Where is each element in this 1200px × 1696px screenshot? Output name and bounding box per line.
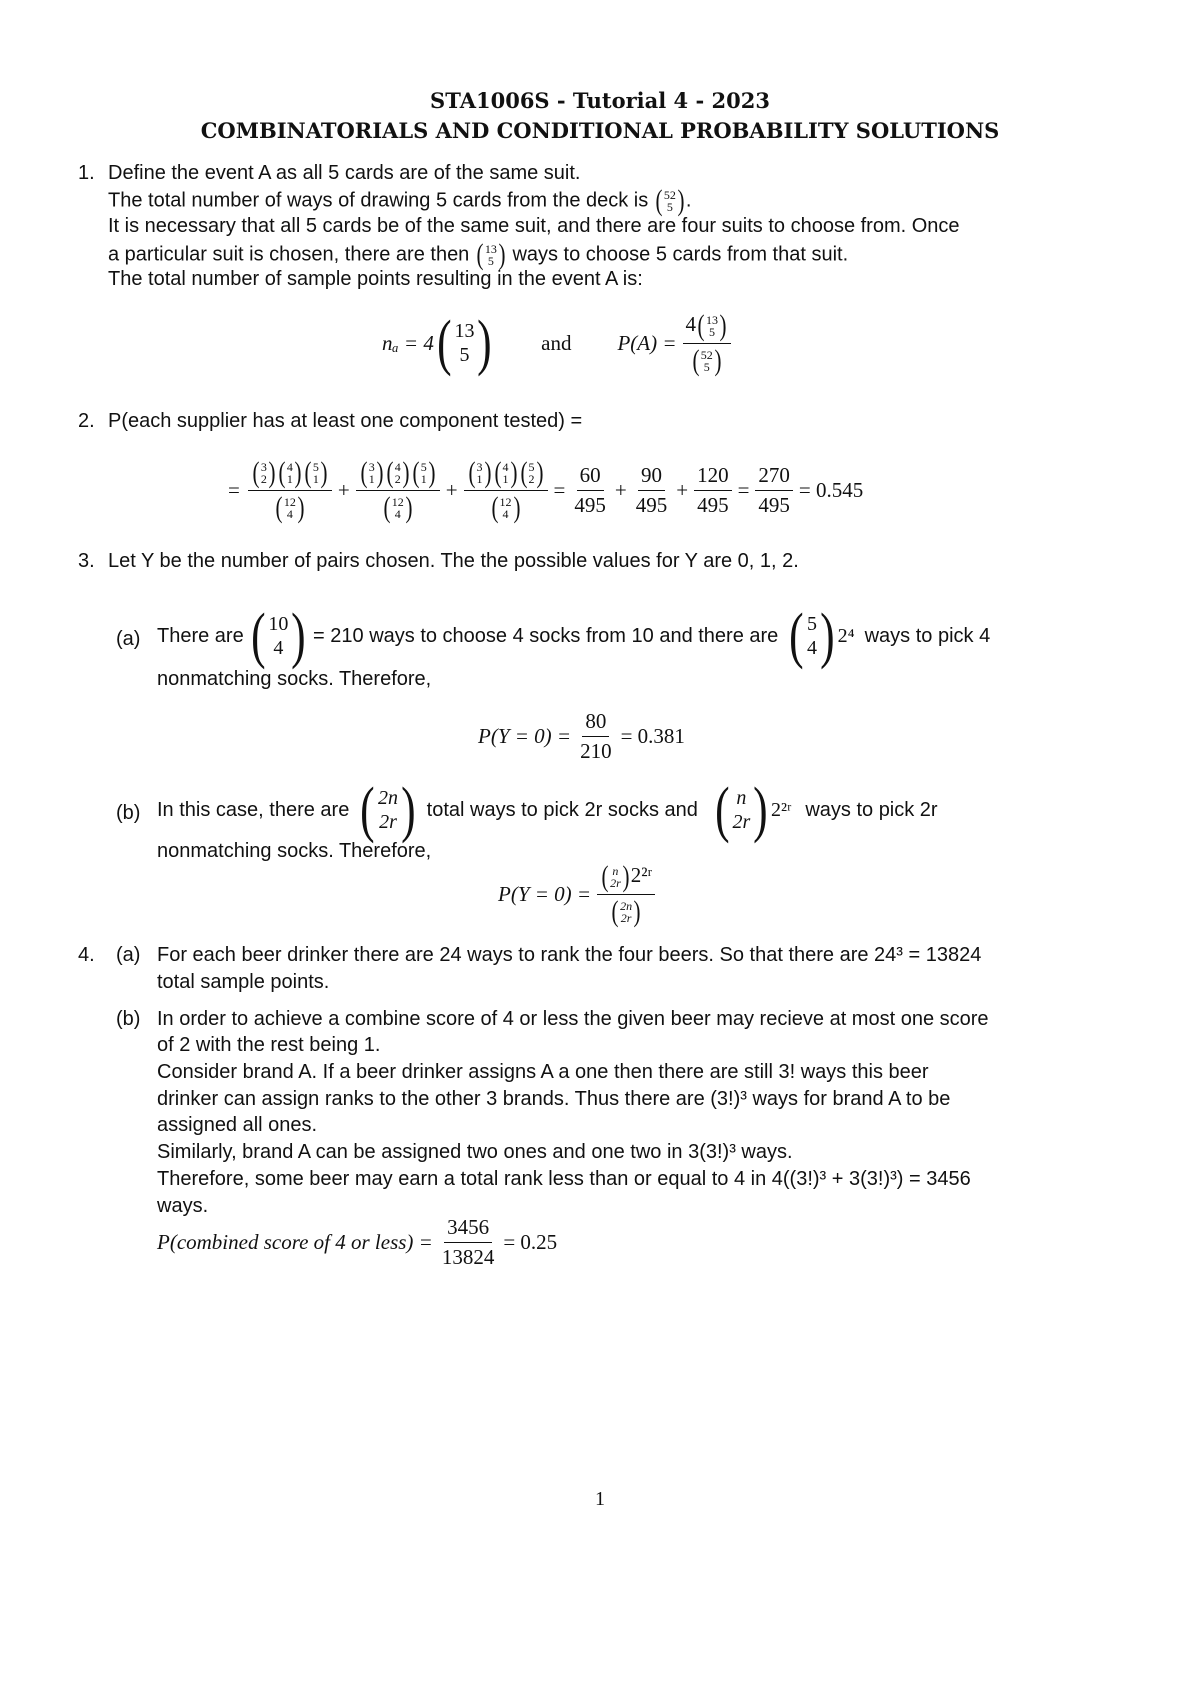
q1-pa: P(A) = bbox=[617, 330, 677, 355]
q4a-label: (a) bbox=[116, 944, 141, 966]
q1-line4 bbox=[108, 240, 848, 270]
q4b-line4: drinker can assign ranks to the other 3 brands. Thus there are (3!)³ ways for brand A to be bbox=[157, 1088, 951, 1110]
q3a-text3: ways to pick 4 bbox=[864, 624, 991, 647]
q3b-text3: ways to pick 2r bbox=[805, 798, 938, 821]
q4b-line5: assigned all ones. bbox=[157, 1114, 318, 1136]
q3b-equation bbox=[498, 859, 655, 928]
binom-5-4: ( 5 4 ) bbox=[789, 602, 835, 670]
q4b-line3: Consider brand A. If a beer drinker assigns A a one then there are still 3! ways this beer bbox=[157, 1061, 929, 1083]
q2-frac-4: $\frac{270}{495}$ bbox=[755, 463, 793, 518]
q2-equation: = ( 3 2 ) ( 4 1 ) ( 5 1 ) ( 12 4 ) + ( 3 1 ) ( 4 2 ) ( 5 1 ) ( 12 4 ) + ( 3 1 ) ( 4 1 ) ( 5 2 ) ( 12 4 ) = $\frac{60}{495}$ + $\frac{90}{495}$ + $\frac{120}{495}$ = $\frac{270}{495}$ = 0.545 bbox=[228, 455, 864, 524]
q1-line4b: ways to choose 5 cards from that suit. bbox=[512, 243, 849, 266]
q3a-result: = 0.381 bbox=[620, 723, 685, 748]
q3a-eq-lhs: P(Y = 0) = bbox=[478, 723, 572, 748]
q3b-eq-lhs: P(Y = 0) = bbox=[498, 881, 592, 906]
q4b-eq-lhs: P(combined score of 4 or less) = bbox=[157, 1229, 433, 1254]
q3b-pow: 2²ʳ bbox=[770, 798, 792, 821]
q1-eq-lhs: nₐ = 4 bbox=[382, 330, 434, 355]
q3b-text1: In this case, there are bbox=[157, 798, 350, 821]
binom-10-4: ( 10 4 ) bbox=[250, 602, 306, 670]
q3-line1: Let Y be the number of pairs chosen. The the possible values for Y are 0, 1, 2. bbox=[108, 550, 799, 572]
q3a-label: (a) bbox=[116, 628, 141, 650]
q4b-result: = 0.25 bbox=[503, 1229, 558, 1254]
page-number: 1 bbox=[595, 1488, 605, 1510]
q2-frac-1: $\frac{60}{495}$ bbox=[574, 462, 606, 517]
q1-pa-fraction: 4 ( 13 5 ) ( 52 5 ) bbox=[683, 311, 732, 376]
q4b-line7: Therefore, some beer may earn a total rank less than or equal to 4 in 4((3!)³ + 3(3!)³) = 3456 bbox=[157, 1168, 971, 1190]
q1-line5: The total number of sample points resulting in the event A is: bbox=[108, 268, 643, 290]
binom-n-2r: ( n 2r ) bbox=[714, 776, 768, 844]
q1-and: and bbox=[541, 330, 572, 355]
q2-term-1: ( 3 2 ) ( 4 1 ) ( 5 1 ) ( 12 4 ) bbox=[248, 458, 332, 523]
q3a-line1 bbox=[157, 603, 990, 669]
q3a-text2: = 210 ways to choose 4 socks from 10 and there are bbox=[313, 624, 779, 647]
q1-line3: It is necessary that all 5 cards be of the same suit, and there are four suits to choose from. Once bbox=[108, 215, 960, 237]
q3b-frac: ( n 2r ) 2²ʳ ( 2n 2r ) bbox=[597, 862, 655, 927]
q3b-line2: nonmatching socks. Therefore, bbox=[157, 840, 432, 862]
binom-2n-2r: ( 2n 2r ) bbox=[360, 776, 416, 844]
q3b-label: (b) bbox=[116, 802, 141, 824]
q2-result: = 0.545 bbox=[798, 477, 864, 502]
q3a-frac: $\frac{80}{210}$ bbox=[580, 708, 612, 763]
q4b-line2: of 2 with the rest being 1. bbox=[157, 1034, 381, 1056]
q2-frac-3: $\frac{120}{495}$ bbox=[694, 463, 732, 518]
q2-frac-2: $\frac{90}{495}$ bbox=[635, 462, 668, 517]
q4b-line6: Similarly, brand A can be assigned two ones and one two in 3(3!)³ ways. bbox=[157, 1141, 793, 1163]
q4b-equation bbox=[157, 1212, 557, 1272]
q4-number: 4. bbox=[78, 944, 95, 966]
q3a-text1: There are bbox=[157, 624, 244, 647]
q4b-frac: $\frac{3456}{13824}$ bbox=[441, 1214, 495, 1269]
q3-number: 3. bbox=[78, 550, 95, 572]
q4a-line2: total sample points. bbox=[157, 971, 330, 993]
q1-line1: Define the event A as all 5 cards are of the same suit. bbox=[108, 162, 581, 184]
q1-eq-binom: ( 13 5 ) bbox=[436, 309, 493, 377]
page-subtitle: COMBINATORIALS AND CONDITIONAL PROBABILITY SOLUTIONS bbox=[200, 118, 1000, 143]
page-title: STA1006S - Tutorial 4 - 2023 bbox=[430, 88, 770, 113]
q2-number: 2. bbox=[78, 410, 95, 432]
q1-line2: The total number of ways of drawing 5 cards from the deck is ( 52 5 ) . bbox=[108, 184, 692, 217]
q4b-line8: ways. bbox=[157, 1195, 209, 1217]
q3a-equation bbox=[478, 708, 685, 764]
q3b-line1 bbox=[157, 777, 938, 843]
q2-term-3: ( 3 1 ) ( 4 1 ) ( 5 2 ) ( 12 4 ) bbox=[464, 458, 548, 523]
q1-line4a: a particular suit is chosen, there are then bbox=[108, 243, 470, 266]
q1-number: 1. bbox=[78, 162, 95, 184]
q1-equation bbox=[382, 310, 731, 376]
q3b-text2: total ways to pick 2r socks and bbox=[426, 798, 698, 821]
q2-line1: P(each supplier has at least one component tested) = bbox=[108, 410, 583, 432]
q4a-line1: For each beer drinker there are 24 ways to rank the four beers. So that there are 24³ = 13824 bbox=[157, 944, 982, 966]
q4b-label: (b) bbox=[116, 1008, 141, 1030]
q3a-line2: nonmatching socks. Therefore, bbox=[157, 668, 432, 690]
q4b-line1: In order to achieve a combine score of 4 or less the given beer may recieve at most one score bbox=[157, 1008, 989, 1030]
q2-term-2: ( 3 1 ) ( 4 2 ) ( 5 1 ) ( 12 4 ) bbox=[356, 458, 440, 523]
q1-line2-text: The total number of ways of drawing 5 cards from the deck is bbox=[108, 189, 649, 212]
binom-13-5: ( 13 5 ) bbox=[476, 238, 506, 271]
q3a-pow: 2⁴ bbox=[837, 624, 855, 647]
binom-52-5: ( 52 5 ) bbox=[655, 184, 685, 217]
